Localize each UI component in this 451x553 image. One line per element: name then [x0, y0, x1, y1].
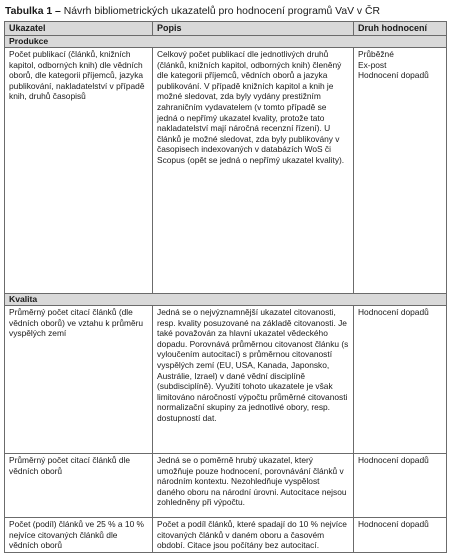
evaluation-type-cell	[354, 48, 447, 294]
table-row	[5, 48, 447, 294]
header-description: Popis	[153, 22, 354, 36]
description-cell: Počet a podíl článků, které spadají do 10 % nejvíce citovaných článků v daném oboru a časovém období. Citace jsou počítány bez autocitací.	[153, 518, 354, 553]
header-row	[5, 22, 447, 36]
indicator-cell: Průměrný počet citací článků dle vědních oborů	[5, 454, 153, 518]
header-indicator: Ukazatel	[5, 22, 153, 36]
table-caption	[5, 5, 445, 18]
section-label: Kvalita	[5, 294, 447, 306]
caption-text: Návrh bibliometrických ukazatelů pro hodnocení programů VaV v ČR	[60, 6, 381, 17]
indicator-table	[4, 21, 447, 553]
table-row	[5, 518, 447, 553]
section-label: Produkce	[5, 36, 447, 48]
evaluation-type-cell	[354, 306, 447, 454]
table-row	[5, 306, 447, 454]
indicator-cell: Počet (podíl) článků ve 25 % a 10 % nejvíce citovaných článků dle vědních oborů	[5, 518, 153, 553]
indicator-cell: Průměrný počet citací článků (dle vědních oborů) ve vztahu k průměru vyspělých zemí	[5, 306, 153, 454]
evaluation-type: Hodnocení dopadů	[358, 455, 429, 465]
evaluation-type: Hodnocení dopadů	[358, 307, 429, 317]
evaluation-type: Hodnocení dopadů	[358, 519, 429, 529]
evaluation-type-cell	[354, 454, 447, 518]
evaluation-type: Průběžné	[358, 49, 394, 59]
evaluation-type-cell	[354, 518, 447, 553]
evaluation-type: Hodnocení dopadů	[358, 70, 429, 81]
section-row-kvalita	[5, 294, 447, 306]
table-row	[5, 454, 447, 518]
caption-label: Tabulka 1 –	[5, 6, 61, 17]
section-row-produkce	[5, 36, 447, 48]
indicator-cell: Počet publikací (článků, knižních kapitol, odborných knih) dle vědních oborů, dle kategorii příjemců, jazyka publikování, nakladatelství v případě knih, druhů časopisů	[5, 48, 153, 294]
description-cell: Celkový počet publikací dle jednotlivých druhů (článků, knižních kapitol, odborných knih) členěný dle kategorii příjemců, vědních oborů a jazyka publikování. V případě knižních kapitol a knih je možné sledovat, zda byly vydány prestižním zahraničním vydavatelem (v tomto případě se jedná o nepřímý ukazatel kvality, protože tato nakladatelství mají náročná recenzní řízení). U článků je možné sledovat, zda byly publikovány v časopisech indexovaných v databázích WoS či Scopus (opět se jedná o nepřímý ukazatel kvality).	[153, 48, 354, 294]
header-evaluation-type: Druh hodnocení	[354, 22, 447, 36]
description-cell: Jedná se o poměrně hrubý ukazatel, který umožňuje pouze hodnocení, porovnávání článků v národním kontextu. Nezohledňuje vyspělost daného oboru na národní úrovni. Autocitace nejsou zohledněny při výpočtu.	[153, 454, 354, 518]
description-cell: Jedná se o nejvýznamnější ukazatel citovanosti, resp. kvality posuzované na základě citovanosti. Je také považován za hlavní ukazatel vědeckého dopadu. Porovnává průměrnou citovanost článku (s vyloučením autocitací) s průměrnou citovaností vyspělých zemí (EU, USA, Kanada, Japonsko, Austrálie, Izrael) v dané vědní disciplíně (subdisciplíně). Využití tohoto ukazatele je však limitováno náročností výpočtu průměrné citovanosti normalizační skupiny za jednotlivé obory, resp. dostupností dat.	[153, 306, 354, 454]
evaluation-type: Ex-post	[358, 59, 387, 70]
